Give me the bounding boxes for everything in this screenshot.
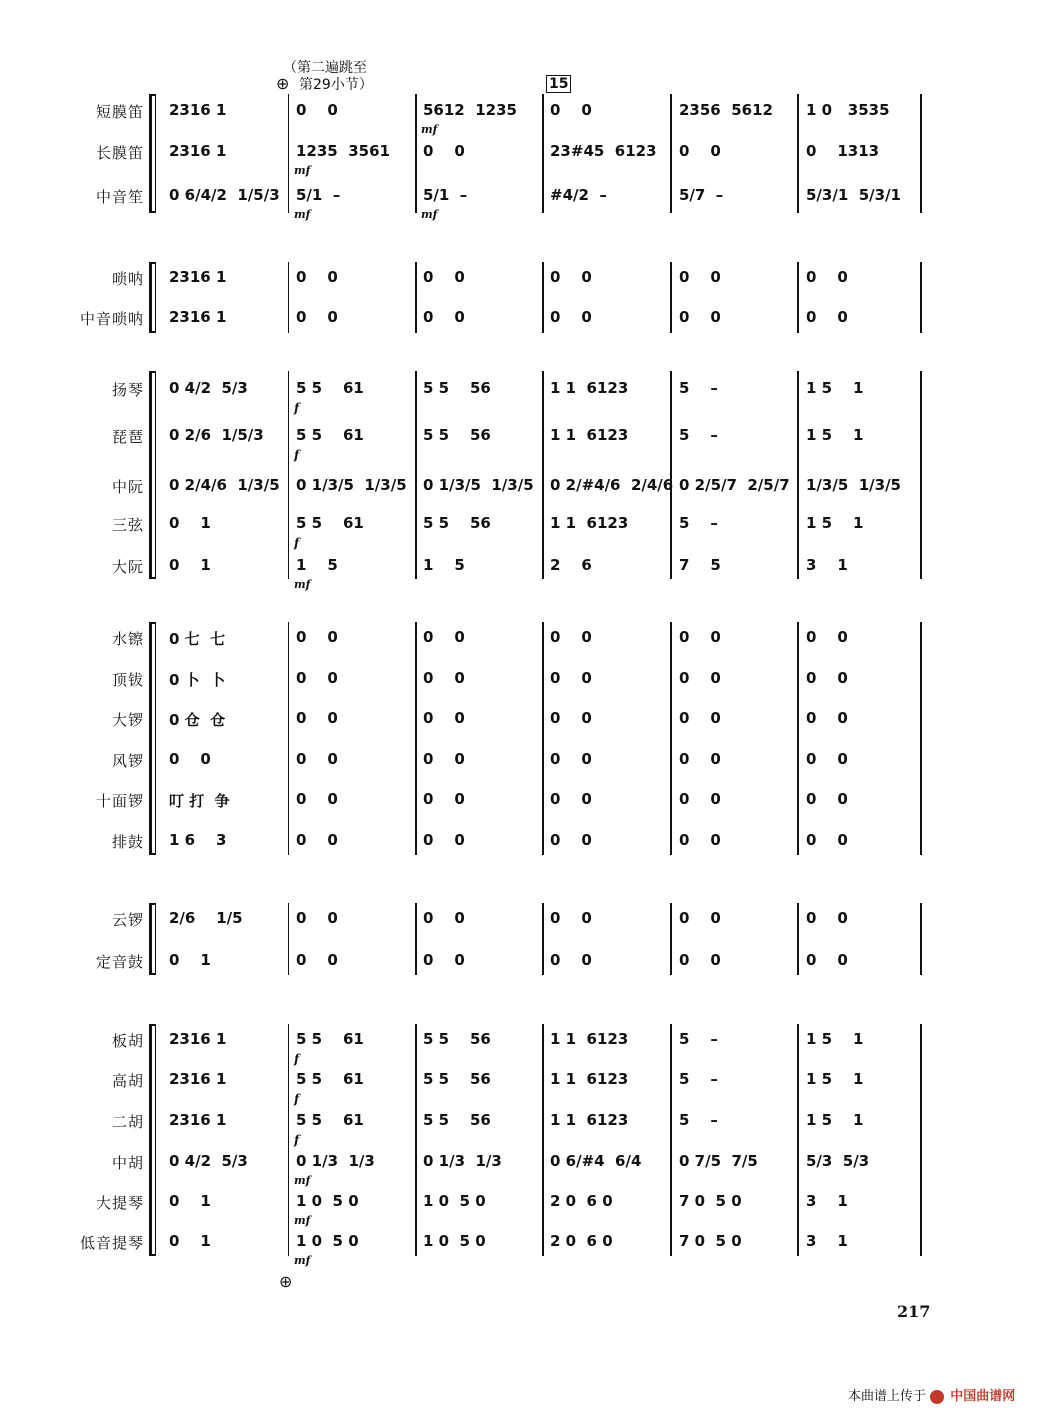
measure-cell: 0 2/5/7 2/5/7 xyxy=(679,476,790,494)
barline xyxy=(288,1024,289,1256)
group-bracket xyxy=(149,94,152,213)
instrument-label: 短膜笛 xyxy=(95,103,144,121)
measure-cell: #4/2 – xyxy=(550,186,607,204)
measure-cell: 0 0 xyxy=(296,790,338,808)
instrument-label: 大锣 xyxy=(111,711,144,729)
coda-sign-bottom-icon: ⊕ xyxy=(279,1272,293,1291)
measure-cell: 0 0 xyxy=(806,268,848,286)
instrument-label: 高胡 xyxy=(111,1072,144,1090)
measure-cell: 5 5 56 xyxy=(423,1111,491,1129)
measure-cell: 0 0 xyxy=(296,268,338,286)
group-bracket-inner xyxy=(155,262,156,333)
measure-cell: 1 1 6123 xyxy=(550,1111,629,1129)
bracket-cap-top xyxy=(149,903,155,905)
measure-cell: 0 0 xyxy=(806,669,848,687)
group-bracket-inner xyxy=(155,622,156,855)
measure-cell: 0 0 xyxy=(550,951,592,969)
barline xyxy=(797,903,799,975)
measure-cell: 5 5 56 xyxy=(423,426,491,444)
group-bracket xyxy=(149,371,152,579)
site-logo-icon xyxy=(930,1390,944,1404)
group-bracket xyxy=(149,262,152,333)
barline xyxy=(288,262,289,333)
measure-cell: 5 – xyxy=(679,379,718,397)
measure-cell: 0 0 xyxy=(296,831,338,849)
source-footer xyxy=(848,1385,1015,1404)
barline xyxy=(670,622,672,855)
measure-cell: 0 0 xyxy=(806,628,848,646)
measure-cell: 5 5 61 xyxy=(296,514,364,532)
instrument-label: 扬琴 xyxy=(111,381,144,399)
dynamic-marking: mf xyxy=(421,123,438,136)
bracket-cap-bottom xyxy=(149,211,155,213)
barline xyxy=(920,262,922,333)
measure-cell: 0 0 xyxy=(679,669,721,687)
barline xyxy=(920,1024,922,1256)
measure-cell: 0 0 xyxy=(679,268,721,286)
barline xyxy=(415,1024,417,1256)
measure-cell: 0 0 xyxy=(679,628,721,646)
measure-cell: 0 0 xyxy=(550,101,592,119)
dynamic-marking: f xyxy=(294,401,300,415)
dynamic-marking: mf xyxy=(294,578,311,591)
measure-cell: 0 0 xyxy=(679,790,721,808)
dynamic-marking: f xyxy=(294,448,300,462)
measure-cell: 0 6/#4 6/4 xyxy=(550,1152,642,1170)
measure-cell: 0 0 xyxy=(296,951,338,969)
measure-cell: 0 卜 卜 xyxy=(169,671,226,689)
instrument-label: 定音鼓 xyxy=(95,953,144,971)
instrument-label: 大提琴 xyxy=(95,1194,144,1212)
measure-cell: 7 0 5 0 xyxy=(679,1192,742,1210)
measure-cell: 0 4/2 5/3 xyxy=(169,379,248,397)
barline xyxy=(920,903,922,975)
measure-cell: 0 1313 xyxy=(806,142,880,160)
measure-cell: 2316 1 xyxy=(169,1111,227,1129)
measure-cell: 7 5 xyxy=(679,556,721,574)
measure-cell: 3 1 xyxy=(806,1192,848,1210)
measure-cell: 0 0 xyxy=(550,831,592,849)
instrument-label: 水镲 xyxy=(111,630,144,648)
bracket-cap-bottom xyxy=(149,577,155,579)
barline xyxy=(797,1024,799,1256)
barline xyxy=(288,94,289,213)
instrument-label: 中音唢呐 xyxy=(79,310,144,328)
barline xyxy=(542,1024,544,1256)
measure-cell: 1 5 xyxy=(423,556,465,574)
measure-cell: 叮 打 争 xyxy=(169,792,230,810)
measure-cell: 2316 1 xyxy=(169,1030,227,1048)
measure-cell: 1 6 3 xyxy=(169,831,227,849)
measure-cell: 0 0 xyxy=(296,750,338,768)
measure-cell: 2 0 6 0 xyxy=(550,1232,613,1250)
instrument-label: 中胡 xyxy=(111,1154,144,1172)
barline xyxy=(797,94,799,213)
measure-cell: 5 – xyxy=(679,426,718,444)
measure-cell: 0 1 xyxy=(169,1192,211,1210)
instrument-label: 风锣 xyxy=(111,752,144,770)
measure-cell: 0 0 xyxy=(423,142,465,160)
measure-cell: 1 0 5 0 xyxy=(423,1232,486,1250)
measure-cell: 1/3/5 1/3/5 xyxy=(806,476,901,494)
instrument-label: 低音提琴 xyxy=(79,1234,144,1252)
measure-cell: 1 1 6123 xyxy=(550,426,629,444)
measure-cell: 5 5 61 xyxy=(296,426,364,444)
barline xyxy=(415,622,417,855)
measure-cell: 0 0 xyxy=(679,831,721,849)
barline xyxy=(288,371,289,579)
barline xyxy=(670,1024,672,1256)
measure-cell: 2316 1 xyxy=(169,101,227,119)
measure-cell: 0 0 xyxy=(423,831,465,849)
measure-cell: 1 5 xyxy=(296,556,338,574)
instrument-label: 板胡 xyxy=(111,1032,144,1050)
instrument-label: 顶钹 xyxy=(111,671,144,689)
measure-cell: 5 5 61 xyxy=(296,1070,364,1088)
repeat-note-line1: （第二遍跳至 xyxy=(283,60,367,76)
measure-cell: 1 5 1 xyxy=(806,426,864,444)
dynamic-marking: f xyxy=(294,1092,300,1106)
measure-cell: 0 0 xyxy=(423,669,465,687)
measure-cell: 0 1/3 1/3 xyxy=(423,1152,502,1170)
measure-cell: 0 2/6 1/5/3 xyxy=(169,426,264,444)
measure-cell: 0 仓 仓 xyxy=(169,711,226,729)
measure-cell: 0 0 xyxy=(679,750,721,768)
measure-cell: 0 0 xyxy=(423,951,465,969)
measure-cell: 1 1 6123 xyxy=(550,1030,629,1048)
measure-cell: 0 0 xyxy=(423,750,465,768)
measure-cell: 2316 1 xyxy=(169,142,227,160)
measure-cell: 5 5 56 xyxy=(423,1070,491,1088)
bracket-cap-top xyxy=(149,371,155,373)
barline xyxy=(920,94,922,213)
instrument-label: 长膜笛 xyxy=(95,144,144,162)
measure-cell: 0 0 xyxy=(423,628,465,646)
measure-cell: 0 0 xyxy=(296,909,338,927)
instrument-label: 琵琶 xyxy=(111,428,144,446)
instrument-label: 十面锣 xyxy=(95,792,144,810)
measure-cell: 1235 3561 xyxy=(296,142,390,160)
measure-cell: 0 0 xyxy=(296,669,338,687)
barline xyxy=(670,262,672,333)
measure-cell: 0 0 xyxy=(679,709,721,727)
measure-cell: 1 0 3535 xyxy=(806,101,890,119)
measure-cell: 2316 1 xyxy=(169,268,227,286)
barline xyxy=(415,94,417,213)
rehearsal-mark: 15 xyxy=(546,75,571,93)
measure-cell: 0 0 xyxy=(679,142,721,160)
measure-cell: 0 1 xyxy=(169,556,211,574)
measure-cell: 0 0 xyxy=(550,628,592,646)
measure-cell: 0 1 xyxy=(169,514,211,532)
measure-cell: 0 7/5 7/5 xyxy=(679,1152,758,1170)
measure-cell: 1 1 6123 xyxy=(550,514,629,532)
measure-cell: 0 0 xyxy=(550,750,592,768)
instrument-label: 中阮 xyxy=(111,478,144,496)
instrument-label: 二胡 xyxy=(111,1113,144,1131)
repeat-note xyxy=(283,60,373,94)
measure-cell: 0 0 xyxy=(423,909,465,927)
barline xyxy=(542,371,544,579)
measure-cell: 0 0 xyxy=(679,909,721,927)
measure-cell: 23#45 6123 xyxy=(550,142,657,160)
measure-cell: 1 0 5 0 xyxy=(296,1232,359,1250)
measure-cell: 1 5 1 xyxy=(806,1030,864,1048)
instrument-label: 大阮 xyxy=(111,558,144,576)
measure-cell: 0 2/4/6 1/3/5 xyxy=(169,476,280,494)
measure-cell: 1 1 6123 xyxy=(550,1070,629,1088)
measure-cell: 0 0 xyxy=(296,308,338,326)
measure-cell: 5 5 56 xyxy=(423,1030,491,1048)
dynamic-marking: mf xyxy=(294,1254,311,1267)
measure-cell: 3 1 xyxy=(806,1232,848,1250)
measure-cell: 0 0 xyxy=(423,268,465,286)
measure-cell: 5 5 61 xyxy=(296,1030,364,1048)
group-bracket-inner xyxy=(155,1024,156,1256)
dynamic-marking: mf xyxy=(294,1214,311,1227)
measure-cell: 0 0 xyxy=(806,909,848,927)
barline xyxy=(670,371,672,579)
bracket-cap-bottom xyxy=(149,853,155,855)
measure-cell: 2 6 xyxy=(550,556,592,574)
barline xyxy=(542,94,544,213)
measure-cell: 0 0 xyxy=(806,308,848,326)
barline xyxy=(670,94,672,213)
dynamic-marking: f xyxy=(294,1052,300,1066)
measure-cell: 0 0 xyxy=(806,709,848,727)
measure-cell: 5 5 61 xyxy=(296,379,364,397)
measure-cell: 2316 1 xyxy=(169,308,227,326)
measure-cell: 5 5 56 xyxy=(423,514,491,532)
barline xyxy=(288,903,289,975)
barline xyxy=(288,622,289,855)
bracket-cap-top xyxy=(149,1024,155,1026)
measure-cell: 0 0 xyxy=(550,909,592,927)
barline xyxy=(670,903,672,975)
measure-cell: 0 2/#4/6 2/4/6 xyxy=(550,476,674,494)
barline xyxy=(920,622,922,855)
barline xyxy=(797,371,799,579)
repeat-note-line2: 第29小节） xyxy=(299,77,373,93)
instrument-label: 唢呐 xyxy=(111,270,144,288)
measure-cell: 0 0 xyxy=(806,831,848,849)
barline xyxy=(797,622,799,855)
measure-cell: 0 0 xyxy=(296,628,338,646)
measure-cell: 0 4/2 5/3 xyxy=(169,1152,248,1170)
group-bracket xyxy=(149,1024,152,1256)
measure-cell: 0 0 xyxy=(550,268,592,286)
dynamic-marking: f xyxy=(294,1133,300,1147)
measure-cell: 0 七 七 xyxy=(169,630,226,648)
measure-cell: 1 5 1 xyxy=(806,1111,864,1129)
measure-cell: 0 1/3 1/3 xyxy=(296,1152,375,1170)
measure-cell: 0 0 xyxy=(169,750,211,768)
measure-cell: 5 – xyxy=(679,1111,718,1129)
measure-cell: 1 1 6123 xyxy=(550,379,629,397)
measure-cell: 0 0 xyxy=(550,308,592,326)
measure-cell: 5/1 – xyxy=(296,186,341,204)
measure-cell: 5612 1235 xyxy=(423,101,517,119)
measure-cell: 1 5 1 xyxy=(806,379,864,397)
measure-cell: 0 0 xyxy=(679,308,721,326)
measure-cell: 0 0 xyxy=(423,790,465,808)
measure-cell: 0 1 xyxy=(169,1232,211,1250)
measure-cell: 2316 1 xyxy=(169,1070,227,1088)
measure-cell: 5 – xyxy=(679,1070,718,1088)
measure-cell: 0 0 xyxy=(806,951,848,969)
instrument-label: 三弦 xyxy=(111,516,144,534)
measure-cell: 5 – xyxy=(679,1030,718,1048)
measure-cell: 0 1/3/5 1/3/5 xyxy=(296,476,407,494)
measure-cell: 0 0 xyxy=(296,709,338,727)
barline xyxy=(415,903,417,975)
measure-cell: 1 5 1 xyxy=(806,1070,864,1088)
dynamic-marking: mf xyxy=(421,208,438,221)
measure-cell: 7 0 5 0 xyxy=(679,1232,742,1250)
measure-cell: 5/3 5/3 xyxy=(806,1152,870,1170)
instrument-label: 云锣 xyxy=(111,911,144,929)
group-bracket-inner xyxy=(155,94,156,213)
measure-cell: 1 0 5 0 xyxy=(296,1192,359,1210)
measure-cell: 2 0 6 0 xyxy=(550,1192,613,1210)
measure-cell: 0 0 xyxy=(550,790,592,808)
barline xyxy=(542,622,544,855)
dynamic-marking: mf xyxy=(294,208,311,221)
dynamic-marking: mf xyxy=(294,1174,311,1187)
measure-cell: 5/1 – xyxy=(423,186,468,204)
bracket-cap-top xyxy=(149,262,155,264)
bracket-cap-bottom xyxy=(149,331,155,333)
coda-sign-icon: ⊕ xyxy=(276,74,290,93)
measure-cell: 0 0 xyxy=(679,951,721,969)
measure-cell: 2/6 1/5 xyxy=(169,909,243,927)
page-number: 217 xyxy=(897,1302,931,1321)
measure-cell: 0 0 xyxy=(806,790,848,808)
group-bracket-inner xyxy=(155,371,156,579)
barline xyxy=(797,262,799,333)
dynamic-marking: mf xyxy=(294,164,311,177)
barline xyxy=(542,903,544,975)
measure-cell: 0 0 xyxy=(423,308,465,326)
measure-cell: 1 5 1 xyxy=(806,514,864,532)
measure-cell: 0 1 xyxy=(169,951,211,969)
instrument-label: 中音笙 xyxy=(95,188,144,206)
measure-cell: 3 1 xyxy=(806,556,848,574)
bracket-cap-bottom xyxy=(149,973,155,975)
measure-cell: 5 5 61 xyxy=(296,1111,364,1129)
measure-cell: 0 6/4/2 1/5/3 xyxy=(169,186,280,204)
measure-cell: 1 0 5 0 xyxy=(423,1192,486,1210)
barline xyxy=(415,262,417,333)
barline xyxy=(542,262,544,333)
measure-cell: 0 0 xyxy=(550,669,592,687)
measure-cell: 5 5 56 xyxy=(423,379,491,397)
bracket-cap-top xyxy=(149,622,155,624)
dynamic-marking: f xyxy=(294,536,300,550)
measure-cell: 0 0 xyxy=(806,750,848,768)
measure-cell: 5/3/1 5/3/1 xyxy=(806,186,901,204)
barline xyxy=(920,371,922,579)
measure-cell: 0 0 xyxy=(296,101,338,119)
upload-text: 本曲谱上传于 xyxy=(848,1389,927,1404)
bracket-cap-bottom xyxy=(149,1254,155,1256)
measure-cell: 2356 5612 xyxy=(679,101,773,119)
barline xyxy=(415,371,417,579)
measure-cell: 0 0 xyxy=(423,709,465,727)
measure-cell: 5 – xyxy=(679,514,718,532)
instrument-label: 排鼓 xyxy=(111,833,144,851)
measure-cell: 5/7 – xyxy=(679,186,724,204)
measure-cell: 0 0 xyxy=(550,709,592,727)
measure-cell: 0 1/3/5 1/3/5 xyxy=(423,476,534,494)
bracket-cap-top xyxy=(149,94,155,96)
site-name: 中国曲谱网 xyxy=(950,1389,1016,1404)
group-bracket xyxy=(149,622,152,855)
group-bracket-inner xyxy=(155,903,156,975)
group-bracket xyxy=(149,903,152,975)
